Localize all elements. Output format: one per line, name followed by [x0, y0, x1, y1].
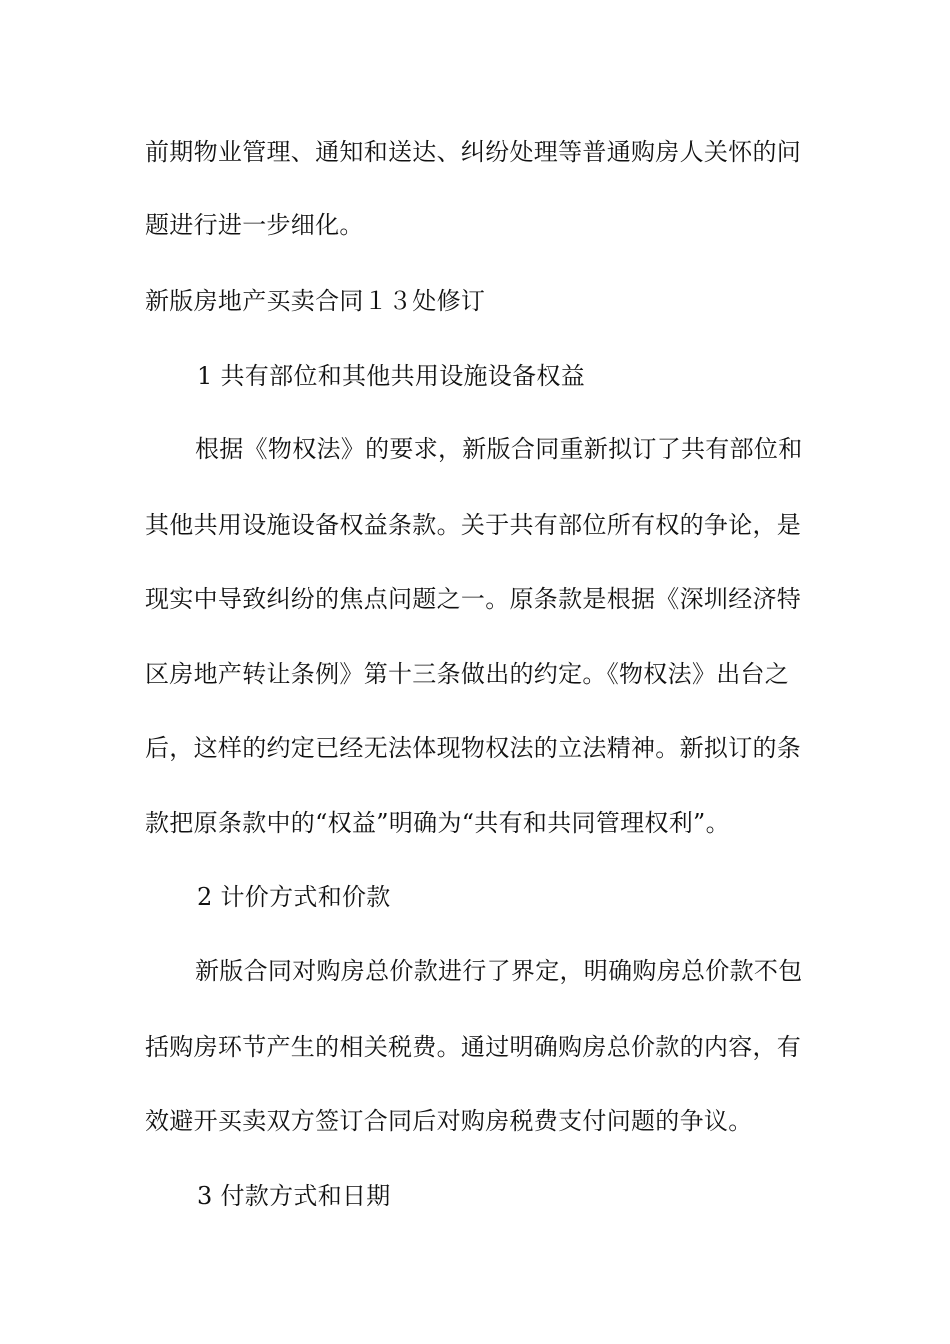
item-1-heading: 1 共有部位和其他共用设施设备权益: [197, 362, 585, 390]
paragraph-line: 款把原条款中的“权益”明确为“共有和共同管理权利”。: [145, 809, 730, 837]
paragraph-line: 新版合同对购房总价款进行了界定，明确购房总价款不包: [195, 957, 803, 985]
paragraph-line: 后，这样的约定已经无法体现物权法的立法精神。新拟订的条: [145, 734, 802, 762]
paragraph-line: 区房地产转让条例》第十三条做出的约定。《物权法》出台之: [145, 660, 790, 688]
paragraph-line: 前期物业管理、通知和送达、纠纷处理等普通购房人关怀的问: [145, 138, 802, 166]
paragraph-line: 现实中导致纠纷的焦点问题之一。原条款是根据《深圳经济特: [145, 585, 802, 613]
item-3-heading: 3 付款方式和日期: [197, 1182, 391, 1210]
paragraph-line: 根据《物权法》的要求，新版合同重新拟订了共有部位和: [195, 435, 803, 463]
paragraph-line: 效避开买卖双方签订合同后对购房税费支付问题的争议。: [145, 1107, 753, 1135]
item-2-heading: 2 计价方式和价款: [197, 883, 391, 911]
paragraph-line: 括购房环节产生的相关税费。通过明确购房总价款的内容，有: [145, 1033, 802, 1061]
paragraph-line: 其他共用设施设备权益条款。关于共有部位所有权的争论，是: [145, 511, 802, 539]
paragraph-line: 题进行进一步细化。: [145, 211, 364, 239]
section-title: 新版房地产买卖合同１３处修订: [145, 287, 486, 315]
